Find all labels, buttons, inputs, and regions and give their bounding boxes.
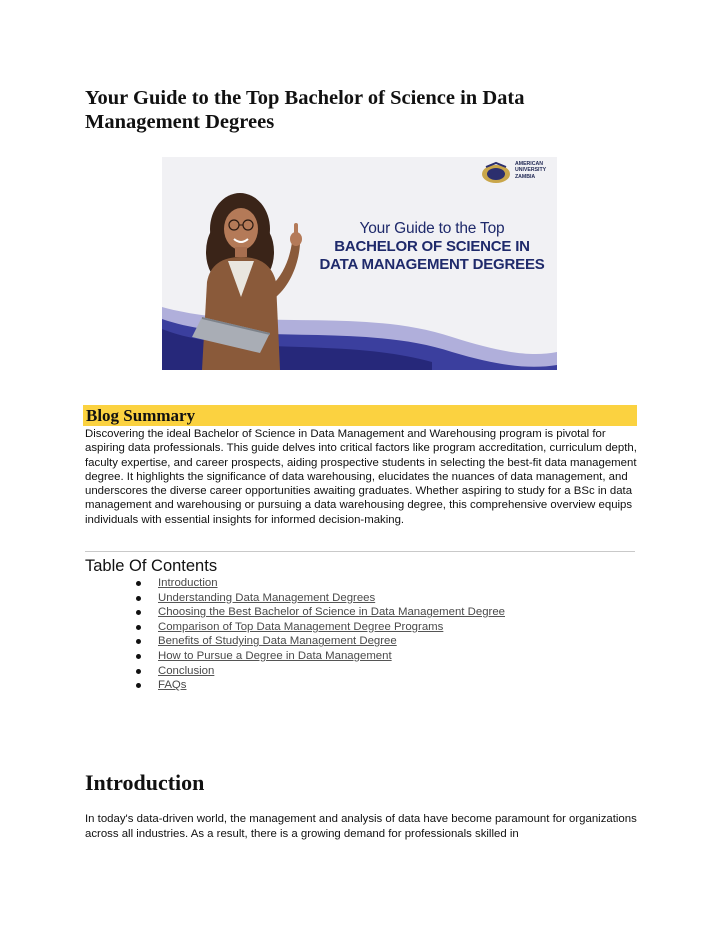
blog-summary-bar — [83, 405, 637, 426]
blog-summary-text: Discovering the ideal Bachelor of Science in Data Management and Warehousing program is pivotal for aspiring data professionals. This guide delves into critical factors like program accreditation, curriculum depth, faculty expertise, and career prospects, aiding prospective students in selecting the best-fit data management degree. It highlights the significance of data warehousing, elucidates the nuances of data management, and underscores the diverse career opportunities awaiting graduates. Whether aspiring to study for a BSc in data management and warehousing or pursuing a data warehousing degree, this comprehensive overview equips individuals with essential insights for informed decision-making. — [85, 428, 637, 526]
bullet-icon — [136, 610, 141, 615]
toc-item — [134, 576, 505, 591]
university-logo — [480, 161, 554, 185]
introduction-text: In today's data-driven world, the management and analysis of data have become paramount for organizations across all industries. As a result, there is a growing demand for professionals skilled in — [85, 813, 637, 840]
hero-line-3: DATA MANAGEMENT DEGREES — [319, 256, 545, 273]
toc-link-choosing[interactable]: Choosing the Best Bachelor of Science in Data Management Degree — [158, 606, 505, 619]
toc-item — [134, 591, 505, 606]
toc-link-how-to-pursue[interactable]: How to Pursue a Degree in Data Management — [158, 649, 392, 662]
toc-link-faqs[interactable]: FAQs — [158, 679, 187, 692]
bullet-icon — [136, 669, 141, 674]
toc-item — [134, 678, 505, 693]
toc-link-understanding[interactable]: Understanding Data Management Degrees — [158, 591, 376, 604]
page-title: Your Guide to the Top Bachelor of Science in Data Management Degrees — [85, 87, 525, 133]
toc-item — [134, 649, 505, 664]
toc-link-conclusion[interactable]: Conclusion — [158, 664, 215, 677]
hero-line-1: Your Guide to the Top — [359, 220, 505, 237]
bullet-icon — [136, 639, 141, 644]
divider — [85, 551, 635, 552]
toc-heading: Table Of Contents — [85, 557, 218, 575]
crest-icon — [480, 161, 512, 185]
bullet-icon — [136, 581, 141, 586]
blog-summary-heading: Blog Summary — [86, 406, 196, 425]
toc-list — [134, 576, 505, 693]
toc-link-benefits[interactable]: Benefits of Studying Data Management Degree — [158, 635, 397, 648]
toc-item — [134, 634, 505, 649]
toc-link-comparison[interactable]: Comparison of Top Data Management Degree Programs — [158, 620, 444, 633]
introduction-heading: Introduction — [85, 770, 205, 795]
bullet-icon — [136, 596, 141, 601]
hero-line-2: BACHELOR OF SCIENCE IN — [334, 238, 530, 255]
toc-item — [134, 620, 505, 635]
toc-item — [134, 664, 505, 679]
hero-banner — [162, 157, 557, 370]
bullet-icon — [136, 683, 141, 688]
bullet-icon — [136, 654, 141, 659]
toc-item — [134, 605, 505, 620]
toc-link-introduction[interactable]: Introduction — [158, 577, 218, 589]
bullet-icon — [136, 625, 141, 630]
hero-heading — [312, 219, 552, 274]
university-name: AMERICAN UNIVERSITY ZAMBIA — [515, 161, 547, 180]
